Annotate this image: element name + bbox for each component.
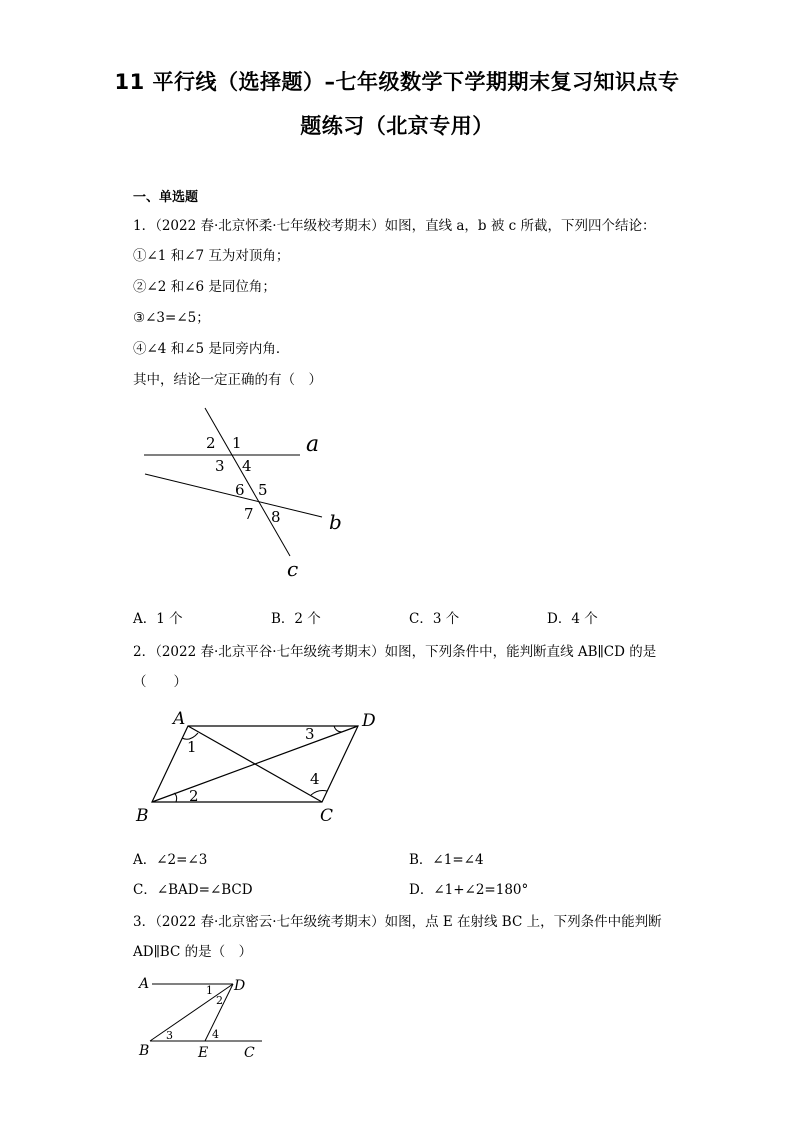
q1-angle-8: 8 [271, 508, 281, 526]
q1-angle-7: 7 [244, 505, 254, 523]
q2-angle-1: 1 [187, 738, 197, 756]
q1-option-d[interactable]: D．4 个 [547, 611, 598, 627]
q1-label-a: a [306, 432, 320, 457]
q2-point-b: B [136, 806, 149, 826]
q1-angle-5: 5 [258, 481, 268, 499]
title-line-1: 11 平行线（选择题）–七年级数学下学期期末复习知识点专 [114, 70, 680, 94]
q2-point-c: C [320, 806, 334, 826]
q3-point-e: E [198, 1045, 209, 1061]
q1-angle-6: 6 [235, 481, 245, 499]
q1-question: 其中，结论一定正确的有（ ） [133, 372, 322, 388]
q1-label-b: b [329, 510, 342, 534]
q2-point-a: A [173, 709, 186, 729]
q3-angle-1: 1 [206, 984, 213, 997]
q1-option-b[interactable]: B．2 个 [271, 611, 321, 627]
q3-stem: 3．（2022 春·北京密云·七年级统考期末）如图，点 E 在射线 BC 上，下列条件中能判断 [133, 914, 662, 930]
q1-angle-2: 2 [206, 434, 216, 452]
q1-statement-3: ③∠3=∠5； [133, 310, 210, 326]
q1-angle-3: 3 [215, 457, 225, 475]
q3-angle-2: 2 [216, 994, 223, 1007]
q2-angle-2: 2 [189, 787, 199, 805]
q3-point-c: C [244, 1045, 255, 1061]
q1-statement-2: ②∠2 和∠6 是同位角； [133, 279, 276, 295]
section-heading: 一、单选题 [133, 190, 199, 205]
q1-angle-4: 4 [242, 457, 252, 475]
q1-statement-4: ④∠4 和∠5 是同旁内角． [133, 341, 290, 357]
q3-point-d: D [234, 978, 246, 994]
q3-stem-2: AD∥BC 的是（ ） [133, 944, 253, 960]
q2-option-d[interactable]: D．∠1+∠2=180° [409, 882, 529, 898]
q1-angle-1: 1 [232, 434, 242, 452]
title-line-2: 题练习（北京专用） [300, 114, 494, 138]
q3-point-b: B [139, 1043, 150, 1059]
q3-angle-4: 4 [212, 1028, 219, 1041]
q3-angle-3: 3 [166, 1029, 173, 1042]
q1-option-c[interactable]: C．3 个 [409, 611, 460, 627]
q2-option-a[interactable]: A．∠2=∠3 [133, 852, 208, 868]
q1-label-c: c [287, 557, 299, 581]
q2-option-c[interactable]: C．∠BAD=∠BCD [133, 882, 253, 898]
q1-stem: 1．（2022 春·北京怀柔·七年级校考期末）如图，直线 a，b 被 c 所截，下列四个结论： [133, 218, 656, 234]
q2-option-b[interactable]: B．∠1=∠4 [409, 852, 484, 868]
q2-angle-4: 4 [310, 770, 320, 788]
q3-point-a: A [139, 976, 150, 992]
q2-point-d: D [362, 711, 376, 731]
q1-statement-1: ①∠1 和∠7 互为对顶角； [133, 248, 290, 264]
q2-angle-3: 3 [305, 725, 315, 743]
q2-paren: （ ） [133, 674, 187, 690]
q2-stem: 2．（2022 春·北京平谷·七年级统考期末）如图，下列条件中，能判断直线 AB∥CD 的是 [133, 644, 657, 660]
q1-option-a[interactable]: A．1 个 [133, 611, 183, 627]
